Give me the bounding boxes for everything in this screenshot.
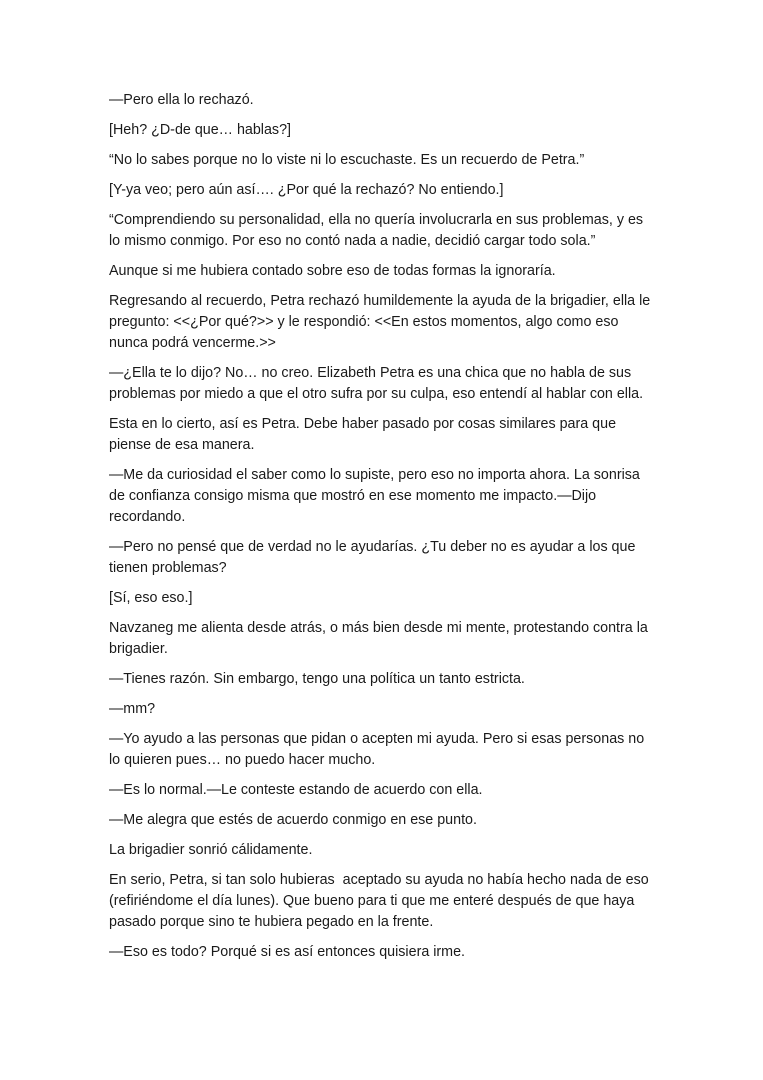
paragraph: —Pero no pensé que de verdad no le ayudarías. ¿Tu deber no es ayudar a los que tienen problemas? bbox=[109, 539, 640, 576]
paragraph: —mm? bbox=[109, 701, 156, 717]
paragraph: —Yo ayudo a las personas que pidan o acepten mi ayuda. Pero si esas personas no lo quieren pues… no puedo hacer mucho. bbox=[109, 731, 649, 768]
paragraph: Aunque si me hubiera contado sobre eso de todas formas la ignoraría. bbox=[109, 263, 556, 279]
paragraph: Navzaneg me alienta desde atrás, o más bien desde mi mente, protestando contra la brigadier. bbox=[109, 620, 652, 657]
paragraph: Regresando al recuerdo, Petra rechazó humildemente la ayuda de la brigadier, ella le pregunto: <<¿Por qué?>> y le respondió: <<En estos momentos, algo como eso nunca podrá vencerme.>> bbox=[109, 293, 655, 351]
paragraph: [Y-ya veo; pero aún así…. ¿Por qué la rechazó? No entiendo.] bbox=[109, 182, 504, 198]
paragraph: [Sí, eso eso.] bbox=[109, 590, 193, 606]
paragraph: —Pero ella lo rechazó. bbox=[109, 92, 254, 108]
paragraph: [Heh? ¿D-de que… hablas?] bbox=[109, 122, 291, 138]
paragraph: —Me da curiosidad el saber como lo supiste, pero eso no importa ahora. La sonrisa de confianza consigo misma que mostró en ese momento me impacto.—Dijo recordando. bbox=[109, 467, 644, 525]
paragraph: —Me alegra que estés de acuerdo conmigo en ese punto. bbox=[109, 812, 477, 828]
paragraph: —Eso es todo? Porqué si es así entonces quisiera irme. bbox=[109, 944, 466, 960]
paragraph: Esta en lo cierto, así es Petra. Debe haber pasado por cosas similares para que piense de esa manera. bbox=[109, 416, 621, 453]
document-body bbox=[109, 90, 657, 972]
paragraph: “Comprendiendo su personalidad, ella no quería involucrarla en sus problemas, y es lo mismo conmigo. Por eso no contó nada a nadie, decidió cargar todo sola.” bbox=[109, 212, 648, 249]
paragraph: —Tienes razón. Sin embargo, tengo una política un tanto estricta. bbox=[109, 671, 525, 687]
paragraph: La brigadier sonrió cálidamente. bbox=[109, 842, 313, 858]
paragraph: En serio, Petra, si tan solo hubieras aceptado su ayuda no había hecho nada de eso (refiriéndome el día lunes). Que bueno para ti que me enteré después de que haya pasado porque sino te hubiera pegado en la frente. bbox=[109, 872, 653, 930]
paragraph: —¿Ella te lo dijo? No… no creo. Elizabeth Petra es una chica que no habla de sus problemas por miedo a que el otro sufra por su culpa, eso entendí al hablar con ella. bbox=[109, 365, 644, 402]
paragraph: —Es lo normal.—Le conteste estando de acuerdo con ella. bbox=[109, 782, 483, 798]
paragraph: “No lo sabes porque no lo viste ni lo escuchaste. Es un recuerdo de Petra.” bbox=[109, 152, 585, 168]
